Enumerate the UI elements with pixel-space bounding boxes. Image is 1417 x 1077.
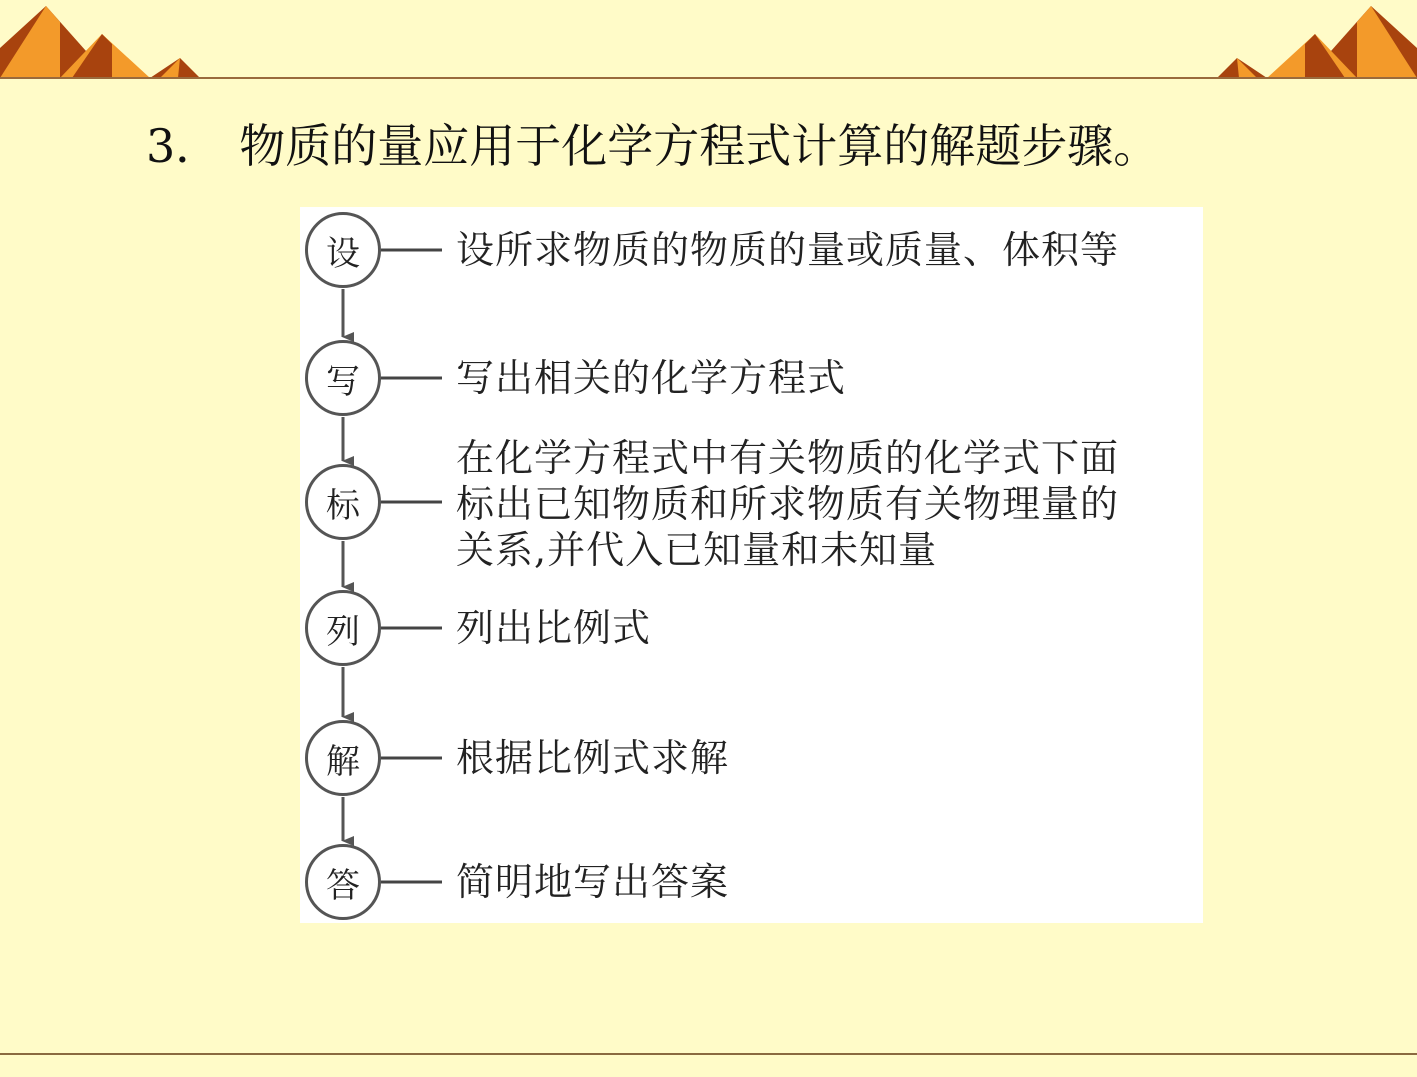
top-divider bbox=[0, 77, 1417, 79]
step-circle-5 bbox=[305, 720, 381, 796]
step-description-6 bbox=[456, 859, 729, 905]
heading-text: 物质的量应用于化学方程式计算的解题步骤。 bbox=[239, 119, 1160, 173]
step-description-2 bbox=[456, 355, 846, 401]
step-circle-4 bbox=[305, 590, 381, 666]
heading-number: 3． bbox=[146, 119, 222, 173]
step-circle-1 bbox=[305, 212, 381, 288]
step-2-line-1: 写出相关的化学方程式 bbox=[456, 356, 847, 400]
step-1-line-1: 设所求物质的物质的量或质量、体积等 bbox=[456, 228, 1120, 272]
step-key-1: 设 bbox=[326, 233, 360, 274]
step-description-3 bbox=[456, 435, 1119, 573]
bottom-divider bbox=[0, 1053, 1417, 1055]
step-key-6: 答 bbox=[326, 865, 360, 906]
step-key-2: 写 bbox=[326, 361, 360, 402]
step-5-line-1: 根据比例式求解 bbox=[456, 736, 730, 780]
step-circle-3 bbox=[305, 464, 381, 540]
step-key-4: 列 bbox=[326, 611, 360, 652]
step-description-4 bbox=[456, 605, 651, 651]
corner-decoration-left bbox=[0, 0, 200, 80]
step-description-1 bbox=[456, 227, 1119, 273]
step-4-line-1: 列出比例式 bbox=[456, 606, 652, 650]
step-key-3: 标 bbox=[326, 485, 360, 526]
step-6-line-1: 简明地写出答案 bbox=[456, 860, 730, 904]
step-circle-6 bbox=[305, 844, 381, 920]
corner-decoration-right bbox=[1217, 0, 1417, 80]
flowchart-panel bbox=[300, 207, 1203, 923]
step-3-line-3: 关系,并代入已知量和未知量 bbox=[456, 528, 938, 572]
step-key-5: 解 bbox=[326, 741, 360, 782]
step-3-line-2: 标出已知物质和所求物质有关物理量的 bbox=[456, 482, 1120, 526]
step-circle-2 bbox=[305, 340, 381, 416]
step-description-5 bbox=[456, 735, 729, 781]
slide-heading bbox=[146, 116, 1159, 176]
step-3-line-1: 在化学方程式中有关物质的化学式下面 bbox=[456, 436, 1120, 480]
